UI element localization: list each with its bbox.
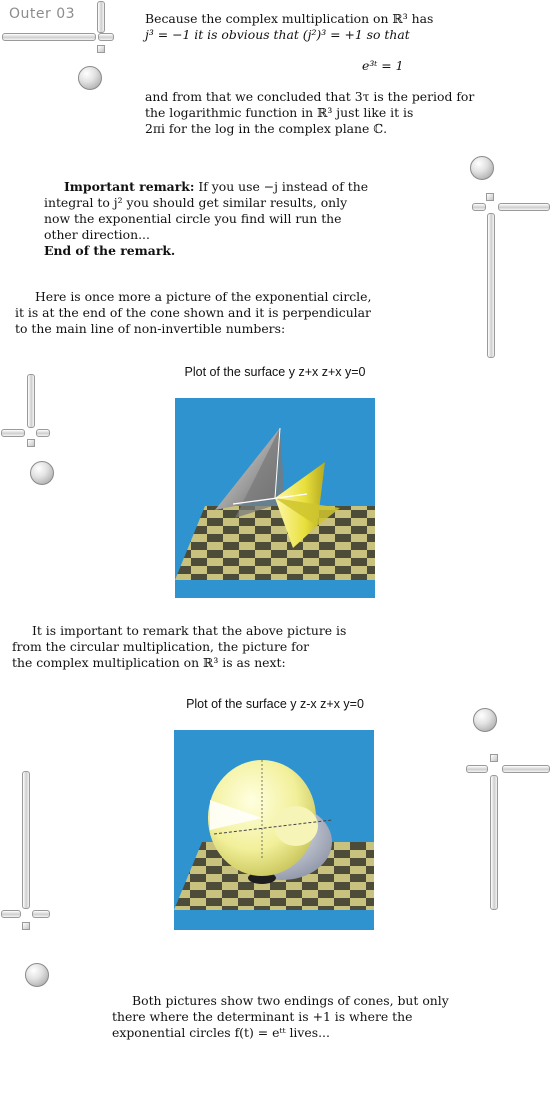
- ornament-bar: [490, 775, 498, 910]
- ornament-square: [27, 439, 35, 447]
- text-line: integral to j² you should get similar results, only: [44, 195, 348, 210]
- ornament-bar: [27, 374, 35, 428]
- ornament-bar: [1, 429, 25, 437]
- text-line: other direction...: [44, 227, 150, 242]
- ornament-bar: [36, 429, 50, 437]
- figure2-surface-plot: [174, 730, 374, 930]
- checkerboard-floor: [175, 506, 375, 580]
- ornament-bar: [487, 213, 495, 358]
- text-line: to the main line of non-invertible numbers:: [15, 321, 286, 336]
- text-fragment: If you use −j instead of the: [194, 179, 369, 194]
- text-line: there where the determinant is +1 is where the: [112, 1009, 413, 1024]
- text-line: Here is once more a picture of the exponential circle,: [35, 289, 372, 304]
- closing-paragraph: [112, 993, 462, 1041]
- text-line: now the exponential circle you find will run the: [44, 211, 342, 226]
- text-line: from the circular multiplication, the picture for: [12, 639, 310, 654]
- circle-paragraph: [15, 289, 385, 337]
- ornament-ball: [78, 66, 102, 90]
- text-line: Both pictures show two endings of cones, but only: [132, 993, 449, 1008]
- remark-paragraph: [12, 623, 372, 671]
- text-line: Because the complex multiplication on ℝ³ has: [145, 11, 434, 26]
- text-line: and from that we concluded that 3τ is the period for: [145, 89, 475, 104]
- ornament-bar: [22, 771, 30, 909]
- text-line: the logarithmic function in ℝ³ just like it is: [145, 105, 414, 120]
- remark-heading: Important remark:: [64, 179, 195, 194]
- figure1-surface-plot: [175, 398, 375, 598]
- ornament-square: [22, 922, 30, 930]
- ornament-ball: [470, 156, 494, 180]
- ornament-bar: [472, 203, 486, 211]
- ornament-bar: [98, 33, 114, 41]
- ornament-bar: [1, 910, 21, 918]
- ornament-ball: [30, 461, 54, 485]
- equation: e³ᵗ = 1: [362, 58, 404, 73]
- ornament-ball: [473, 708, 497, 732]
- text-line: 2πi for the log in the complex plane ℂ.: [145, 121, 388, 136]
- conclusion-paragraph: [145, 89, 485, 137]
- ornament-square: [97, 45, 105, 53]
- text-line: it is at the end of the cone shown and it is perpendicular: [15, 305, 371, 320]
- figure2-caption: Plot of the surface y z-x z+x y=0: [186, 697, 364, 711]
- page-title: Outer 03: [9, 6, 76, 22]
- ornament-ball: [25, 963, 49, 987]
- ornament-bar: [466, 765, 488, 773]
- text-line: the complex multiplication on ℝ³ is as next:: [12, 655, 286, 670]
- ornament-square: [490, 754, 498, 762]
- ornament-bar: [498, 203, 550, 211]
- text-line: [44, 179, 384, 195]
- ornament-bar: [97, 1, 105, 33]
- ornament-bar: [2, 33, 96, 41]
- ornament-square: [486, 193, 494, 201]
- figure1-caption: Plot of the surface y z+x z+x y=0: [184, 365, 366, 379]
- text-line: It is important to remark that the above picture is: [32, 623, 347, 638]
- remark-end: End of the remark.: [44, 243, 176, 258]
- ornament-bar: [32, 910, 50, 918]
- intro-paragraph: [145, 11, 475, 43]
- text-line: j³ = −1 it is obvious that (j²)³ = +1 so that: [145, 27, 410, 42]
- important-remark: [44, 179, 384, 259]
- ornament-bar: [502, 765, 550, 773]
- text-line: exponential circles f(t) = eᵗᵗ lives...: [112, 1025, 330, 1040]
